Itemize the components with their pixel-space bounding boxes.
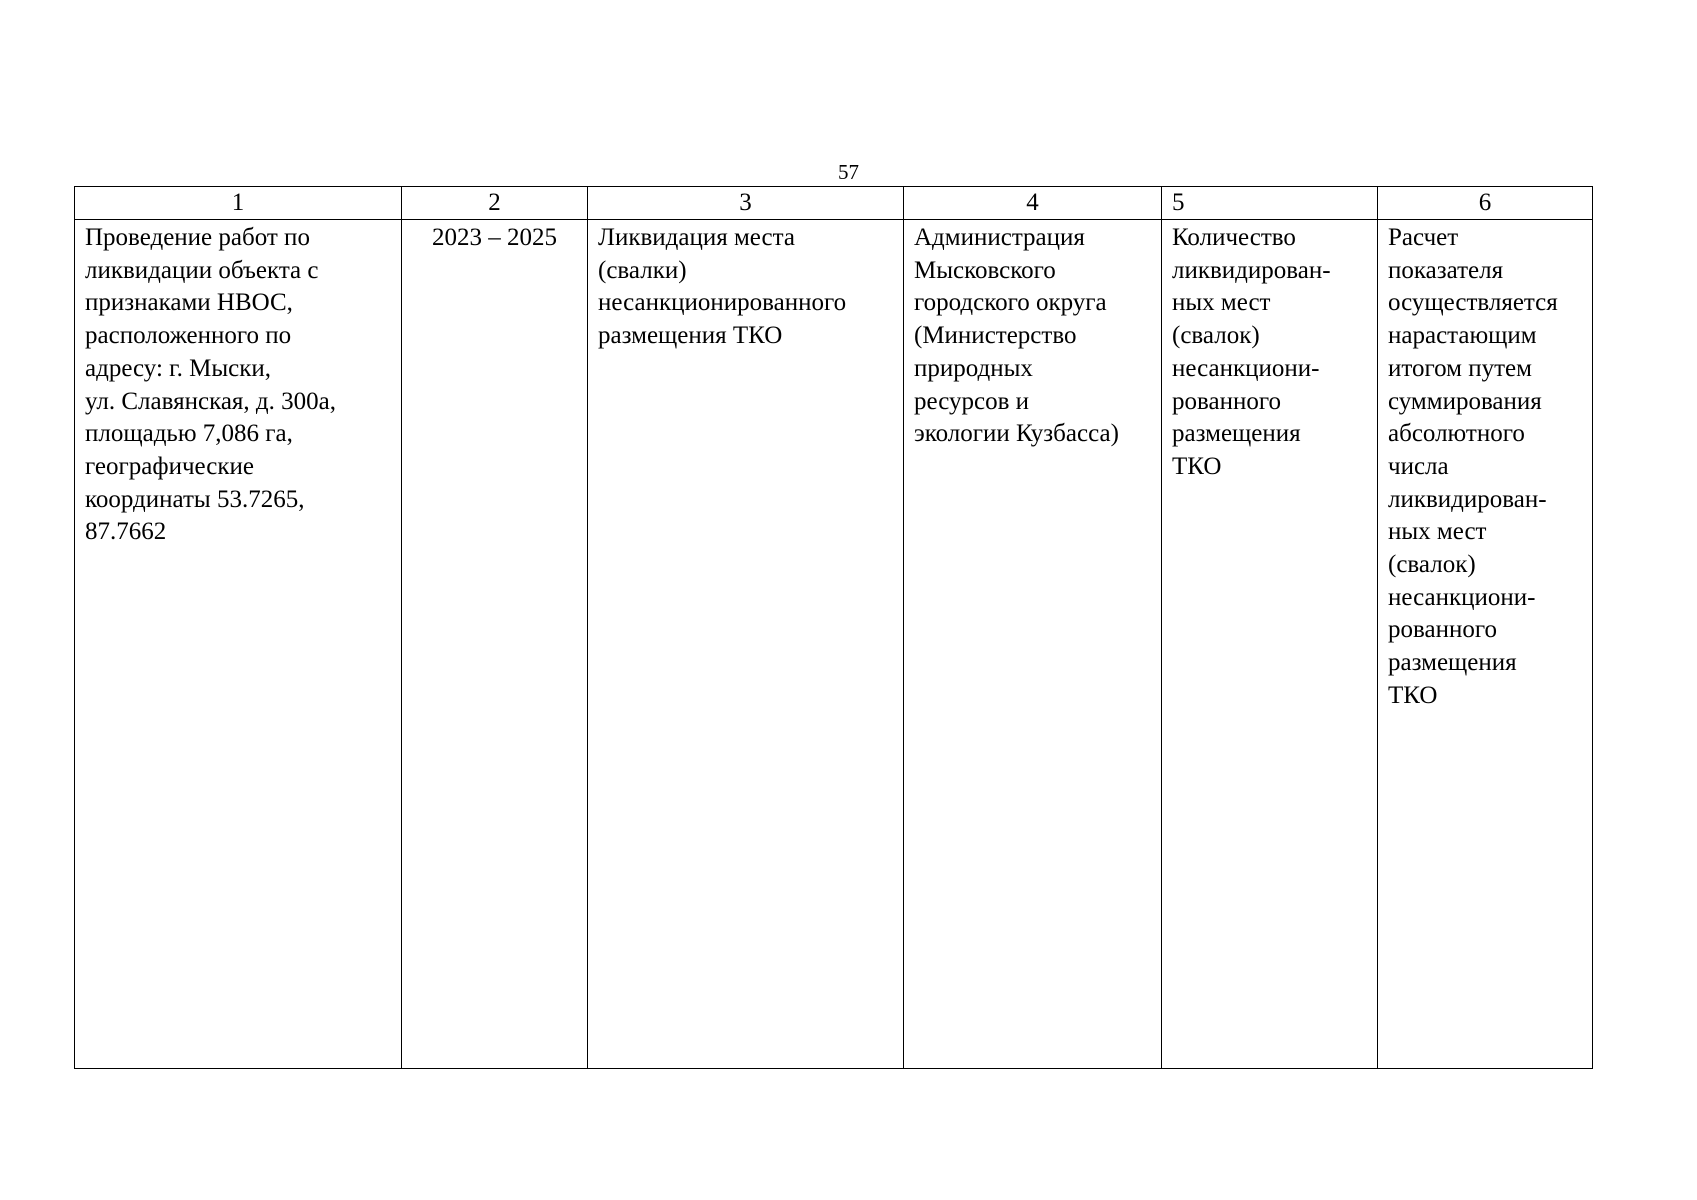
- cell-activity: [75, 220, 402, 1069]
- cell-executor-text: Администрация Мысковского городского округа (Министерство природных ресурсов и экологии Кузбасса): [914, 224, 1119, 448]
- column-header-5: 5: [1162, 187, 1378, 220]
- cell-period-text: 2023 – 2025: [432, 224, 557, 251]
- page-number: 57: [838, 160, 859, 184]
- document-table: [74, 186, 1593, 1069]
- column-header-2: 2: [402, 187, 588, 220]
- column-header-1: 1: [75, 187, 402, 220]
- cell-indicator-text: Количество ликвидирован- ных мест (свалок) несанкциони- рованного размещения ТКО: [1172, 224, 1331, 480]
- cell-calculation: [1378, 220, 1593, 1069]
- table-header-row: [75, 187, 1593, 220]
- cell-period: [402, 220, 588, 1069]
- cell-activity-text: Проведение работ по ликвидации объекта с признаками НВОС, расположенного по адресу: г. Мыски, ул. Славянская, д. 300а, площадью 7,086 га, географические координаты 53.7265, 87.7662: [85, 224, 337, 546]
- column-header-4: 4: [904, 187, 1162, 220]
- table-row: [75, 220, 1593, 1069]
- cell-calculation-text: Расчет показателя осуществляется нарастающим итогом путем суммирования абсолютного числа ликвидирован- ных мест (свалок) несанкциони- рованного размещения ТКО: [1388, 224, 1558, 709]
- column-header-3: 3: [588, 187, 904, 220]
- cell-executor: [904, 220, 1162, 1069]
- cell-indicator: [1162, 220, 1378, 1069]
- cell-result-text: Ликвидация места (свалки) несанкционированного размещения ТКО: [598, 224, 847, 350]
- column-header-6: 6: [1378, 187, 1593, 220]
- cell-result: [588, 220, 904, 1069]
